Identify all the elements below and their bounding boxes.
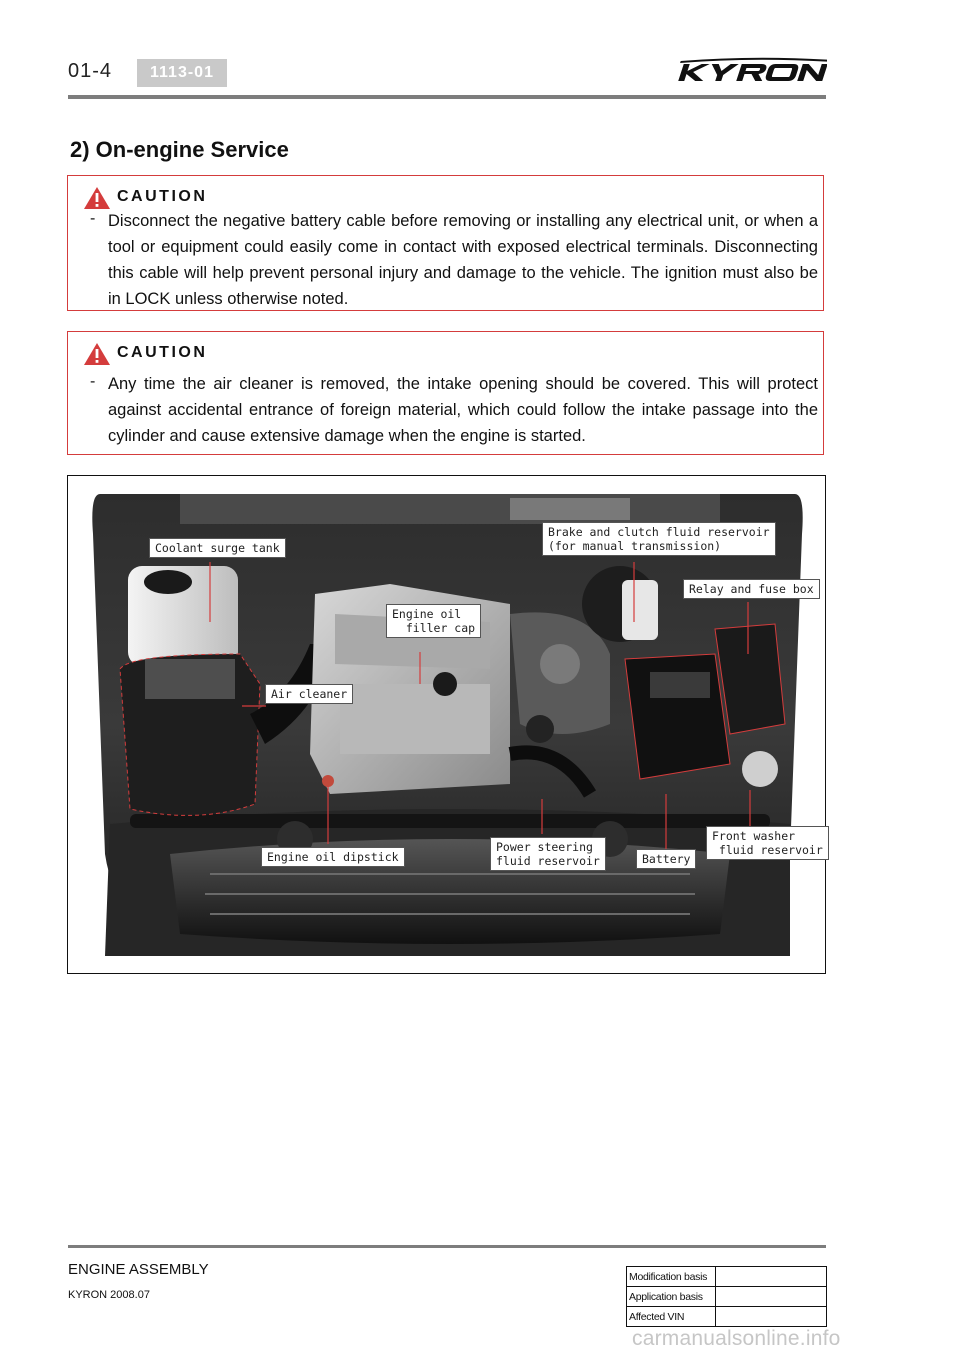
caution-text: Any time the air cleaner is removed, the intake opening should be covered. This will protect against accidental entrance of foreign material, which could follow the intake passage into the cylinder and cause extensive damage when the engine is started. [108,375,818,445]
callout-power-steering-reservoir: Power steering fluid reservoir [490,837,606,871]
warning-triangle-icon [83,342,111,366]
caution-title: CAUTION [117,344,208,361]
footer-rule [68,1245,826,1248]
callout-front-washer-reservoir: Front washer fluid reservoir [706,826,829,860]
callout-brake-clutch-reservoir: Brake and clutch fluid reservoir (for manual transmission) [542,522,776,556]
table-label: Affected VIN [627,1307,716,1327]
header-rule [68,95,826,99]
table-row [627,1267,827,1287]
caution-title: CAUTION [117,188,208,205]
callout-engine-oil-dipstick: Engine oil dipstick [261,847,405,867]
section-code-badge: 1113-01 [137,59,227,87]
page-number: 01-4 [68,60,113,82]
callout-battery: Battery [636,849,696,869]
modification-table [626,1266,827,1327]
caution-box [67,331,824,455]
caution-text: Disconnect the negative battery cable before removing or installing any electrical unit, or when a tool or equipment could easily come in contact with exposed electrical terminals. Disconnecting this cable will help prevent personal injury and damage to the vehicle. The ignition must also be in LOCK unless otherwise noted. [108,212,818,308]
bullet-dash: - [90,210,96,227]
callout-air-cleaner: Air cleaner [265,684,353,704]
engine-bay-photo [90,494,805,956]
table-value [716,1267,827,1287]
caution-box [67,175,824,311]
footer-subtitle: KYRON 2008.07 [68,1289,150,1301]
callout-relay-fuse-box: Relay and fuse box [683,579,820,599]
table-label: Application basis [627,1287,716,1307]
callout-engine-oil-filler-cap: Engine oil filler cap [386,604,481,638]
kyron-logo [665,54,827,90]
table-value [716,1287,827,1307]
section-title: 2) On-engine Service [70,137,289,162]
footer-title: ENGINE ASSEMBLY [68,1261,209,1278]
table-row [627,1287,827,1307]
callout-coolant-surge-tank: Coolant surge tank [149,538,286,558]
table-value [716,1307,827,1327]
watermark-link[interactable]: carmanualsonline.info [632,1327,841,1350]
engine-bay-figure [67,475,826,974]
bullet-dash: - [90,373,96,390]
table-label: Modification basis [627,1267,716,1287]
warning-triangle-icon [83,186,111,210]
table-row [627,1307,827,1327]
